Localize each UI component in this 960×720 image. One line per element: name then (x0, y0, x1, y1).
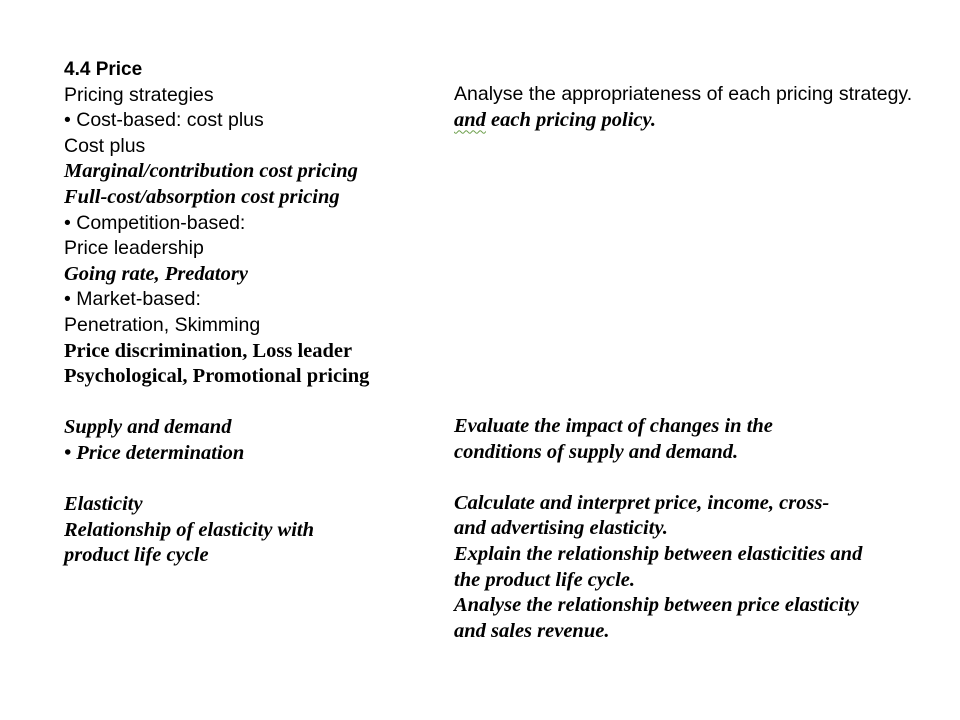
supply-demand-line: Supply and demand (64, 416, 232, 439)
going-rate-line: Going rate, Predatory (64, 262, 248, 285)
price-determination-bullet: • Price determination (64, 441, 245, 464)
market-based-bullet: • Market-based: (64, 288, 201, 311)
cost-plus-line: Cost plus (64, 134, 146, 157)
calculate-line-1: Calculate and interpret price, income, cross- (454, 491, 830, 514)
penetration-line: Penetration, Skimming (64, 313, 261, 336)
each-policy-line (454, 108, 944, 134)
analyse-strategy-line: Analyse the appropriateness of each pricing strategy. (454, 83, 913, 105)
spacer (64, 467, 444, 493)
spacer (454, 465, 944, 491)
marginal-cost-line: Marginal/contribution cost pricing (64, 160, 358, 183)
relationship-line-2: product life cycle (64, 544, 209, 567)
right-column-top (454, 82, 944, 133)
price-leadership-line: Price leadership (64, 237, 204, 260)
explain-line-2: the product life cycle. (454, 568, 636, 591)
left-column (64, 57, 444, 569)
each-policy-text: each pricing policy. (485, 108, 656, 131)
price-discrimination-line: Price discrimination, Loss leader (64, 339, 353, 362)
explain-line-1: Explain the relationship between elasticities and (454, 542, 863, 565)
section-title: 4.4 Price (64, 59, 143, 80)
psychological-line: Psychological, Promotional pricing (64, 365, 370, 388)
evaluate-line-1: Evaluate the impact of changes in the (454, 415, 773, 437)
cost-based-bullet: • Cost-based: cost plus (64, 109, 264, 132)
right-column-bottom (454, 414, 944, 644)
relationship-line-1: Relationship of elasticity with (64, 518, 315, 541)
evaluate-line-2: conditions of supply and demand. (454, 440, 739, 463)
full-cost-line: Full-cost/absorption cost pricing (64, 185, 340, 208)
analyse-relationship-line-2: and sales revenue. (454, 619, 610, 642)
spacer (64, 390, 444, 416)
competition-based-bullet: • Competition-based: (64, 211, 246, 234)
elasticity-line: Elasticity (64, 493, 143, 516)
spellcheck-underlined-word: and (454, 108, 486, 131)
analyse-relationship-line-1: Analyse the relationship between price elasticity (454, 594, 859, 617)
calculate-line-2: and advertising elasticity. (454, 517, 668, 540)
pricing-strategies-heading: Pricing strategies (64, 83, 214, 106)
